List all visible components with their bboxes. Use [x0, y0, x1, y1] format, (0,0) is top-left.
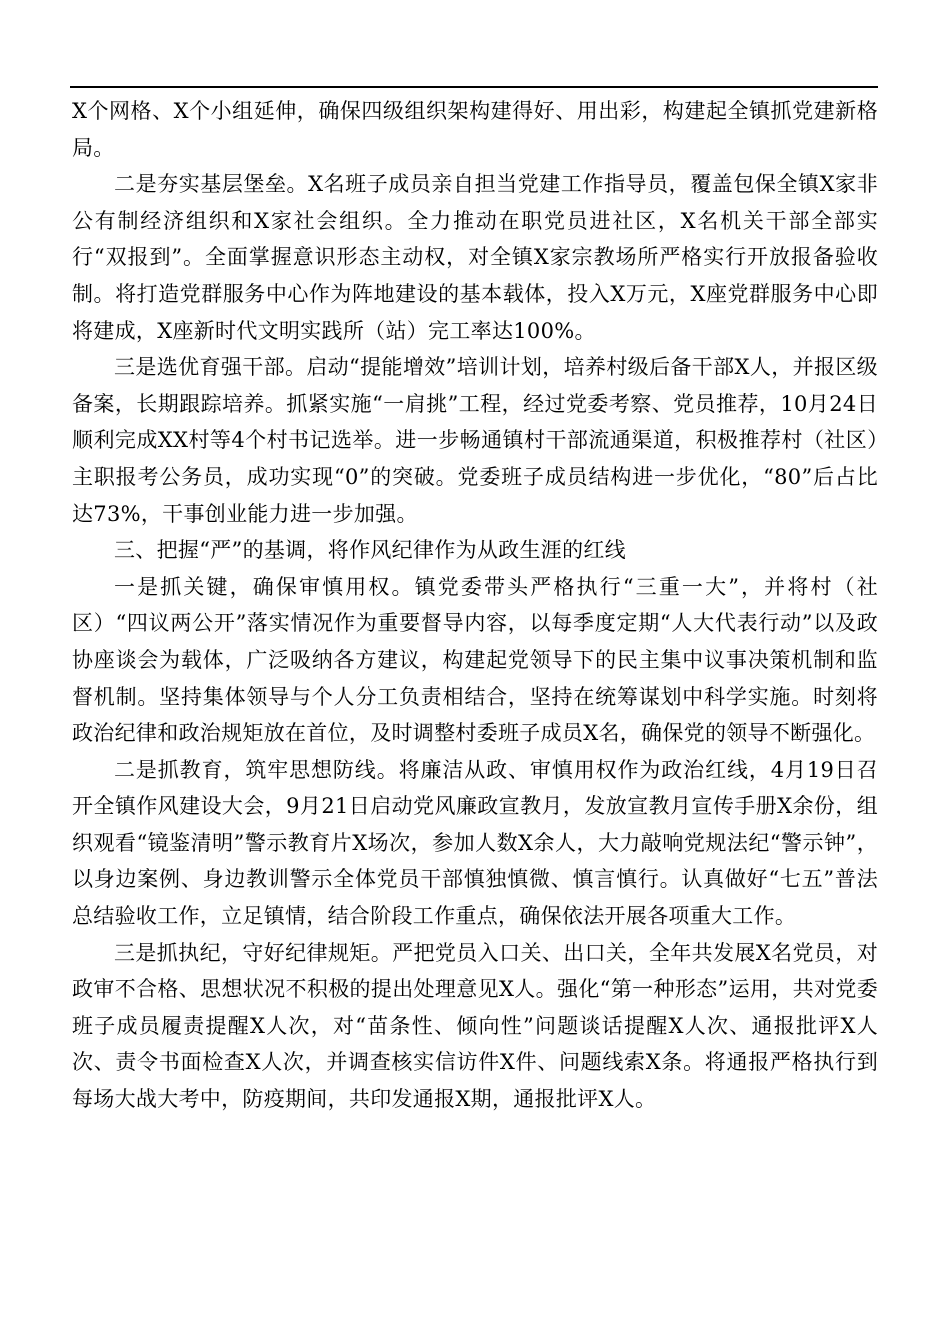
- header-rule: [70, 86, 878, 88]
- paragraph-enforcement: 三是抓执纪，守好纪律规矩。严把党员入口关、出口关，全年共发展X名党员，对政审不合格、思想状况不积极的提出处理意见X人。强化“第一种形态”运用，共对党委班子成员履责提醒X人次，对“苗条性、倾向性”问题谈话提醒X人次、通报批评X人次、责令书面检查X人次，并调查核实信访件X件、问题线索X条。将通报严格执行到每场大战大考中，防疫期间，共印发通报X期，通报批评X人。: [72, 940, 879, 1112]
- paragraph-key-power: 一是抓关键，确保审慎用权。镇党委带头严格执行“三重一大”，并将村（社区）“四议两公开”落实情况作为重要督导内容，以每季度定期“人大代表行动”以及政协座谈会为载体，广泛吸纳各方建议，构建起党领导下的民主集中议事决策机制和监督机制。坚持集体领导与个人分工负责相结合，坚持在统筹谋划中科学实施。时刻将政治纪律和政治规矩放在首位，及时调整村委班子成员X名，确保党的领导不断强化。: [72, 574, 878, 746]
- paragraph-cadre-selection: 三是选优育强干部。启动“提能增效”培训计划，培养村级后备干部X人，并报区级备案，长期跟踪培养。抓紧实施“一肩挑”工程，经过党委考察、党员推荐，10月24日顺利完成XX村等4个村书记选举。进一步畅通镇村干部流通渠道，积极推荐村（社区）主职报考公务员，成功实现“0”的突破。党委班子成员结构进一步优化，“80”后占比达73%，干事创业能力进一步加强。: [72, 355, 878, 526]
- paragraph-continuation: X个网格、X个小组延伸，确保四级组织架构建得好、用出彩，构建起全镇抓党建新格局。: [72, 99, 878, 160]
- section-heading-discipline: 三、把握“严”的基调，将作风纪律作为从政生涯的红线: [114, 538, 626, 563]
- document-body: [72, 93, 878, 1118]
- paragraph-grassroots-fortress: 二是夯实基层堡垒。X名班子成员亲自担当党建工作指导员，覆盖包保全镇X家非公有制经济组织和X家社会组织。全力推动在职党员进社区，X名机关干部全部实行“双报到”。全面掌握意识形态主动权，对全镇X家宗教场所严格实行开放报备验收制。将打造党群服务中心作为阵地建设的基本载体，投入X万元，X座党群服务中心即将建成，X座新时代文明实践所（站）完工率达100%。: [72, 172, 878, 343]
- paragraph-education: 二是抓教育，筑牢思想防线。将廉洁从政、审慎用权作为政治红线，4月19日召开全镇作风建设大会，9月21日启动党风廉政宣教月，发放宣教月宣传手册X余份，组织观看“镜鉴清明”警示教育片X场次，参加人数X余人，大力敲响党规法纪“警示钟”，以身边案例、身边教训警示全体党员干部慎独慎微、慎言慎行。认真做好“七五”普法总结验收工作，立足镇情，结合阶段工作重点，确保依法开展各项重大工作。: [72, 757, 878, 929]
